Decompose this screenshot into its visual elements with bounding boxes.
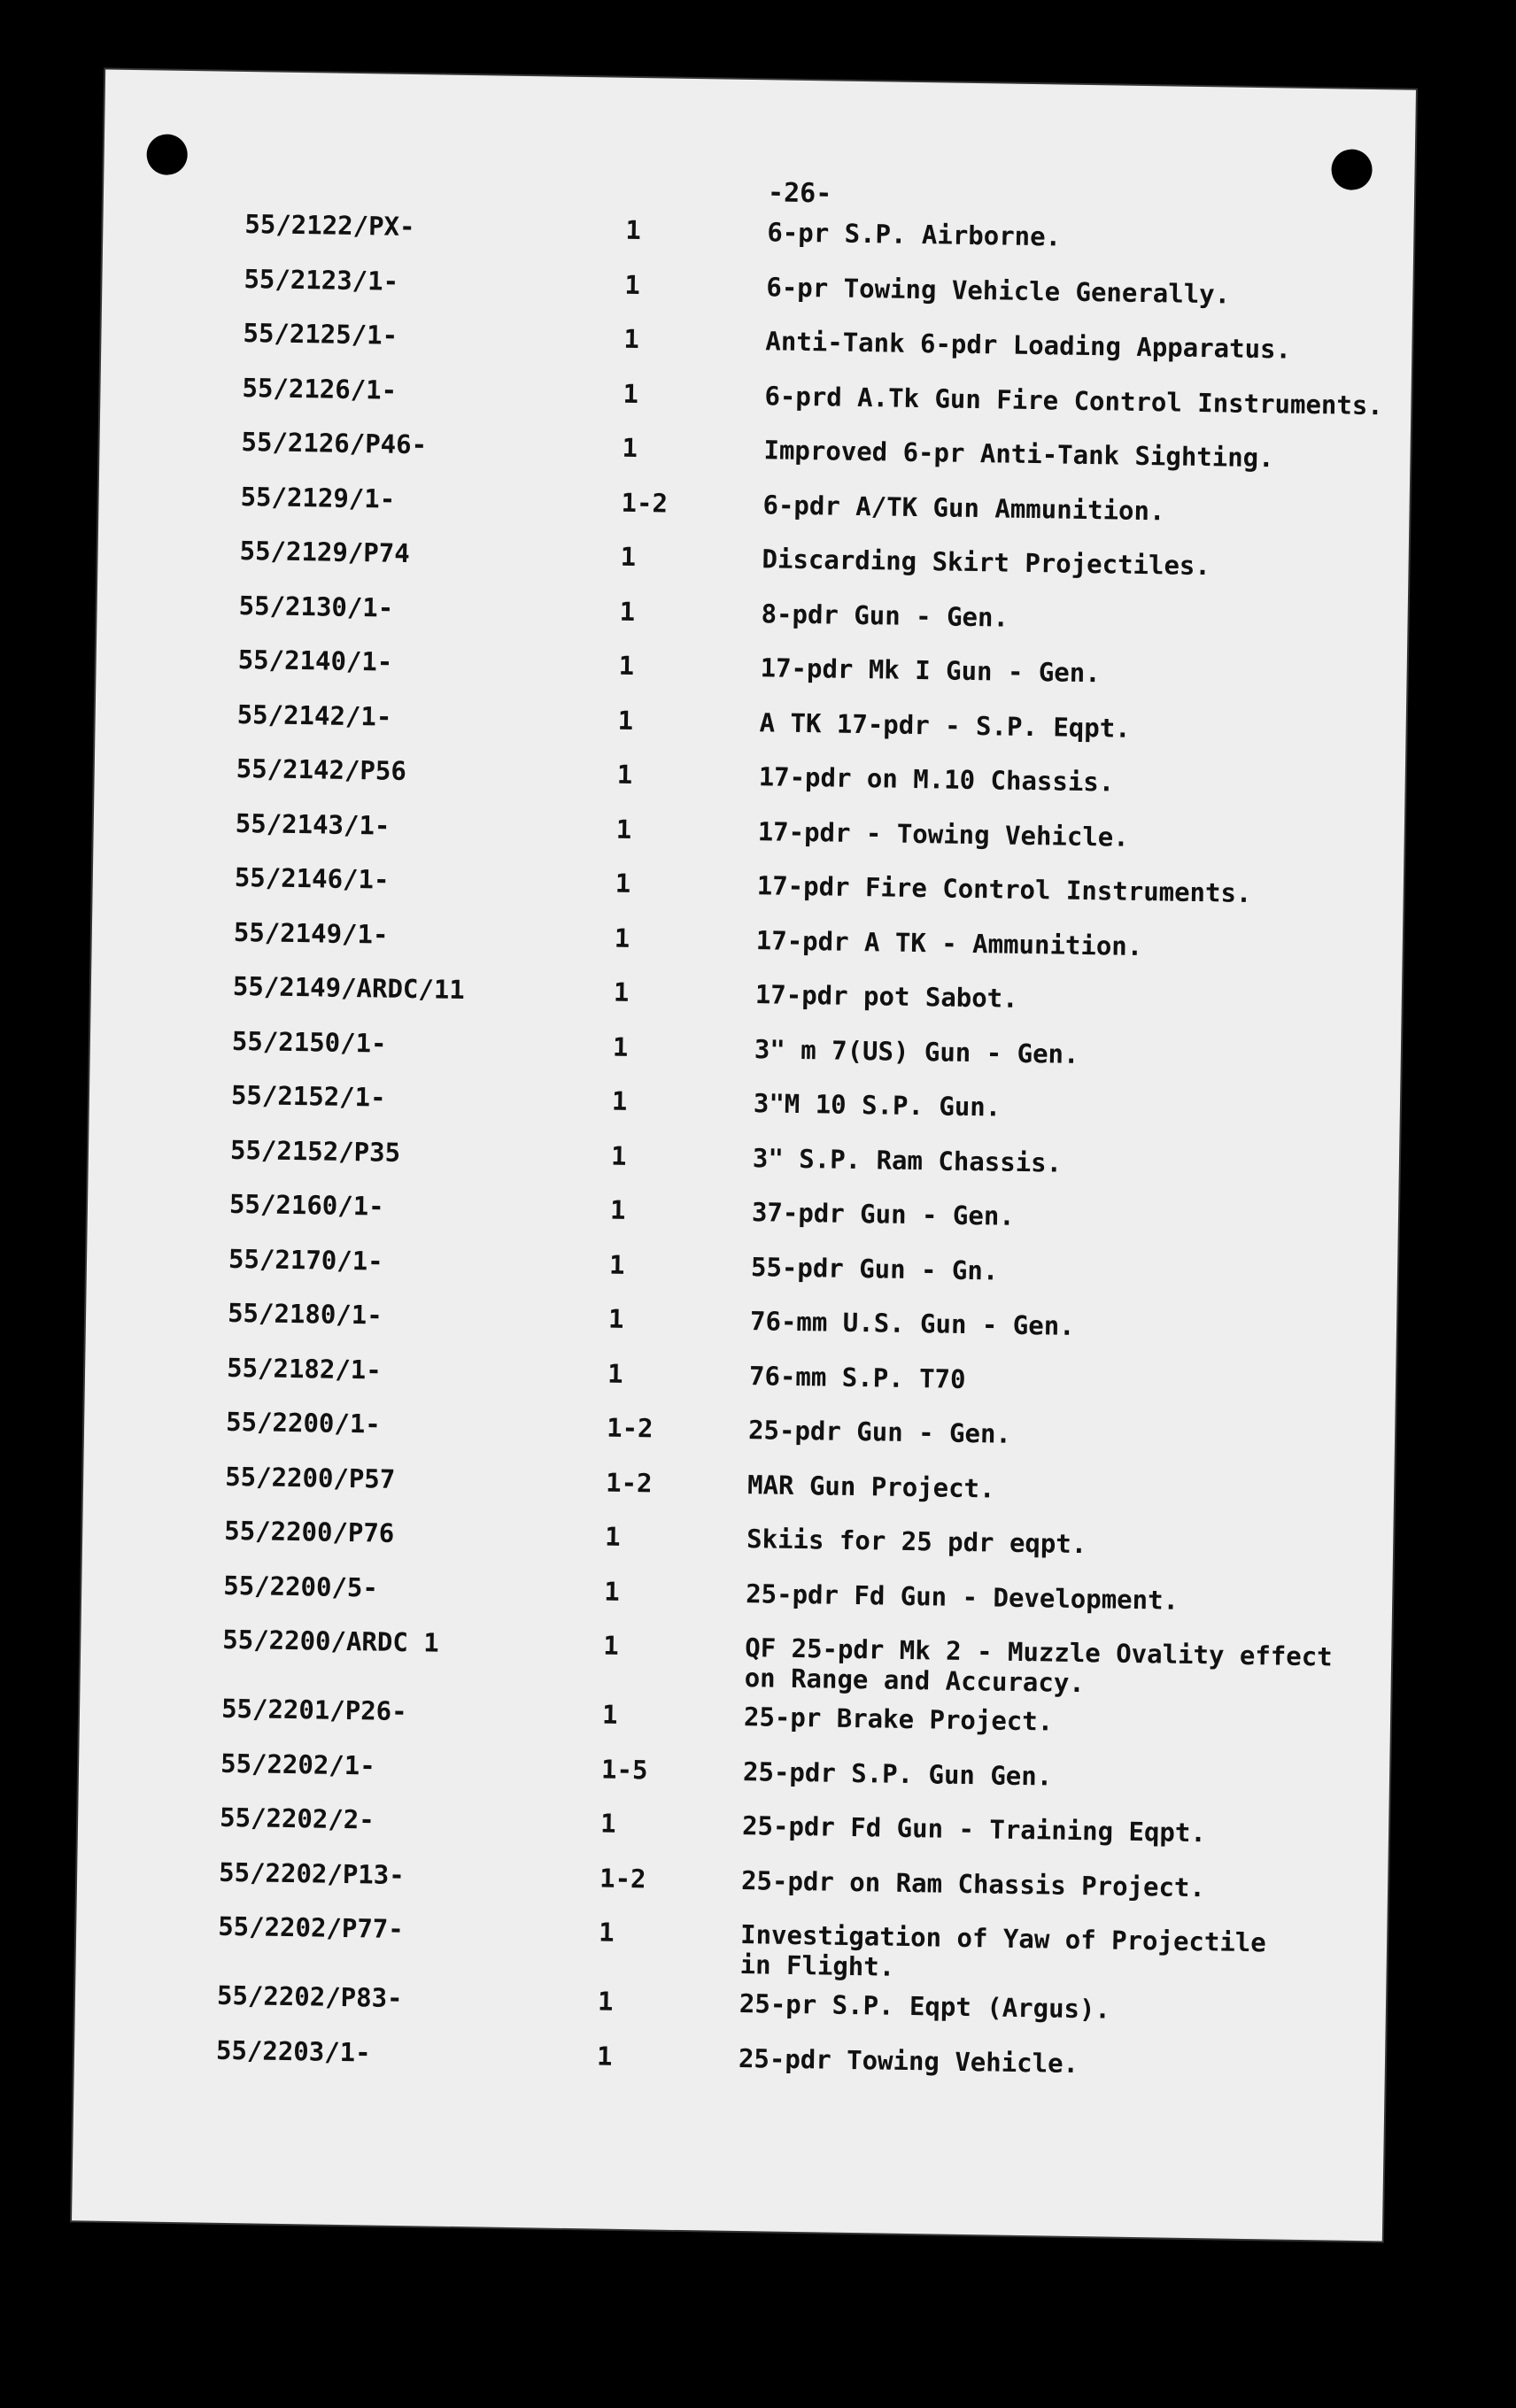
file-reference: 55/2152/P35	[229, 1134, 401, 1168]
volume-count: 1	[613, 976, 630, 1007]
volume-count: 1-2	[621, 487, 669, 519]
volume-count: 1	[618, 650, 635, 681]
file-subject: 25-pr S.P. Eqpt (Argus).	[739, 1988, 1111, 2025]
file-subject: 3" S.P. Ram Chassis.	[752, 1142, 1063, 1178]
volume-count: 1	[604, 1521, 621, 1552]
file-subject: 17-pdr - Towing Vehicle.	[757, 815, 1130, 853]
file-reference: 55/2129/P74	[239, 535, 410, 568]
file-reference: 55/2200/5-	[223, 1570, 379, 1603]
file-reference: 55/2200/ARDC 1	[222, 1624, 440, 1658]
file-reference: 55/2202/P13-	[218, 1856, 405, 1890]
file-register-list	[73, 207, 1413, 2108]
file-reference: 55/2170/1-	[228, 1243, 383, 1277]
volume-count: 1	[624, 269, 641, 300]
file-reference: 55/2152/1-	[230, 1079, 386, 1113]
volume-count: 1	[603, 1630, 620, 1661]
file-subject: 25-pr Brake Project.	[743, 1702, 1054, 1737]
volume-count: 1	[601, 1699, 618, 1730]
file-subject: 6-pr Towing Vehicle Generally.	[766, 271, 1231, 310]
volume-count: 1	[620, 541, 637, 572]
page-number: -26-	[767, 177, 832, 210]
volume-count: 1	[607, 1358, 623, 1389]
file-subject: 8-pdr Gun - Gen.	[761, 598, 1009, 633]
volume-count: 1	[619, 596, 636, 627]
file-reference: 55/2123/1-	[244, 263, 399, 297]
volume-count: 1	[598, 1917, 615, 1948]
volume-count: 1	[611, 1085, 628, 1116]
file-reference: 55/2130/1-	[238, 590, 394, 623]
volume-count: 1-2	[606, 1412, 654, 1444]
file-subject: 3" m 7(US) Gun - Gen.	[754, 1033, 1079, 1069]
volume-count: 1	[617, 705, 634, 736]
volume-count: 1	[612, 1031, 629, 1062]
volume-count: 1-2	[599, 1863, 646, 1894]
volume-count: 1	[607, 1303, 624, 1334]
file-subject: Skiis for 25 pdr eqpt.	[746, 1524, 1087, 1560]
file-reference: 55/2202/1-	[220, 1748, 376, 1781]
file-subject: 25-pdr Gun - Gen.	[747, 1415, 1012, 1449]
file-subject: 6-pdr A/TK Gun Ammunition.	[762, 489, 1165, 526]
volume-count: 1	[603, 1576, 620, 1607]
volume-count: 1	[622, 432, 638, 464]
file-subject: 25-pdr S.P. Gun Gen.	[742, 1756, 1053, 1792]
file-subject: MAR Gun Project.	[746, 1469, 995, 1503]
volume-count: 1-5	[600, 1754, 648, 1785]
file-subject: 76-mm S.P. T70	[748, 1360, 966, 1394]
file-reference: 55/2149/ARDC/11	[232, 970, 466, 1006]
file-reference: 55/2143/1-	[235, 807, 391, 841]
punch-hole-left	[146, 134, 188, 175]
file-subject: Discarding Skirt Projectiles.	[762, 544, 1211, 582]
file-reference: 55/2140/1-	[237, 644, 393, 677]
volume-count: 1	[610, 1140, 627, 1171]
file-subject: 3"M 10 S.P. Gun.	[753, 1088, 1002, 1123]
file-subject: 17-pdr pot Sabot.	[754, 979, 1018, 1014]
volume-count: 1	[615, 868, 631, 899]
file-reference: 55/2201/P26-	[220, 1693, 407, 1727]
file-reference: 55/2125/1-	[243, 318, 398, 351]
volume-count: 1	[614, 922, 630, 953]
file-subject: 6-pr S.P. Airborne.	[767, 217, 1062, 252]
volume-count: 1	[625, 214, 642, 246]
file-reference: 55/2160/1-	[228, 1188, 384, 1222]
volume-count: 1	[608, 1249, 625, 1280]
file-subject: QF 25-pdr Mk 2 - Muzzle Ovality effect on Range and Accuracy.	[744, 1632, 1333, 1699]
punch-hole-right	[1331, 149, 1373, 190]
file-reference: 55/2200/P76	[224, 1515, 395, 1548]
volume-count: 1	[623, 323, 640, 355]
file-reference: 55/2142/P56	[236, 752, 407, 786]
volume-count: 1	[623, 378, 639, 409]
file-subject: 25-pdr Towing Vehicle.	[738, 2042, 1079, 2079]
file-reference: 55/2200/1-	[225, 1406, 382, 1439]
file-reference: 55/2182/1-	[226, 1352, 383, 1385]
file-subject: 17-pdr A TK - Ammunition.	[755, 924, 1143, 961]
file-subject: 25-pdr Fd Gun - Training Eqpt.	[741, 1810, 1207, 1848]
file-subject: 76-mm U.S. Gun - Gen.	[749, 1306, 1075, 1341]
file-subject: 6-prd A.Tk Gun Fire Control Instruments.	[764, 380, 1384, 421]
file-reference: 55/2202/2-	[219, 1802, 375, 1835]
file-subject: 25-pdr Fd Gun - Development.	[745, 1578, 1180, 1616]
volume-count: 1	[596, 2041, 613, 2072]
file-subject: 55-pdr Gun - Gn.	[750, 1251, 999, 1286]
volume-count: 1	[597, 1986, 614, 2017]
volume-count: 1	[616, 759, 633, 790]
file-subject: 17-pdr Fire Control Instruments.	[756, 870, 1252, 908]
file-reference: 55/2142/1-	[236, 698, 392, 732]
file-subject: Improved 6-pr Anti-Tank Sighting.	[763, 435, 1274, 474]
file-reference: 55/2202/P77-	[217, 1910, 405, 1945]
file-reference: 55/2126/1-	[242, 372, 398, 405]
file-reference: 55/2203/1-	[215, 2034, 371, 2068]
volume-count: 1	[615, 814, 632, 845]
file-reference: 55/2202/P83-	[216, 1980, 403, 2014]
volume-count: 1-2	[605, 1467, 653, 1498]
volume-count: 1	[599, 1808, 616, 1839]
file-subject: 25-pdr on Ram Chassis Project.	[740, 1864, 1206, 1902]
file-subject: Anti-Tank 6-pdr Loading Apparatus.	[765, 326, 1292, 365]
document-page	[72, 70, 1416, 2242]
file-reference: 55/2146/1-	[234, 861, 390, 895]
file-subject: 17-pdr Mk I Gun - Gen.	[760, 652, 1101, 689]
file-reference: 55/2150/1-	[231, 1025, 387, 1059]
file-reference: 55/2200/P57	[224, 1461, 396, 1494]
file-subject: Investigation of Yaw of Projectile in Flight.	[739, 1919, 1266, 1982]
file-reference: 55/2126/P46-	[241, 426, 428, 460]
file-reference: 55/2129/1-	[240, 481, 396, 514]
file-subject: A TK 17-pdr - S.P. Eqpt.	[759, 706, 1131, 744]
file-reference: 55/2180/1-	[227, 1297, 383, 1331]
file-reference: 55/2122/PX-	[244, 209, 415, 243]
file-reference: 55/2149/1-	[233, 916, 389, 950]
file-subject: 17-pdr on M.10 Chassis.	[758, 761, 1115, 798]
volume-count: 1	[609, 1194, 626, 1225]
file-subject: 37-pdr Gun - Gen.	[751, 1197, 1016, 1231]
